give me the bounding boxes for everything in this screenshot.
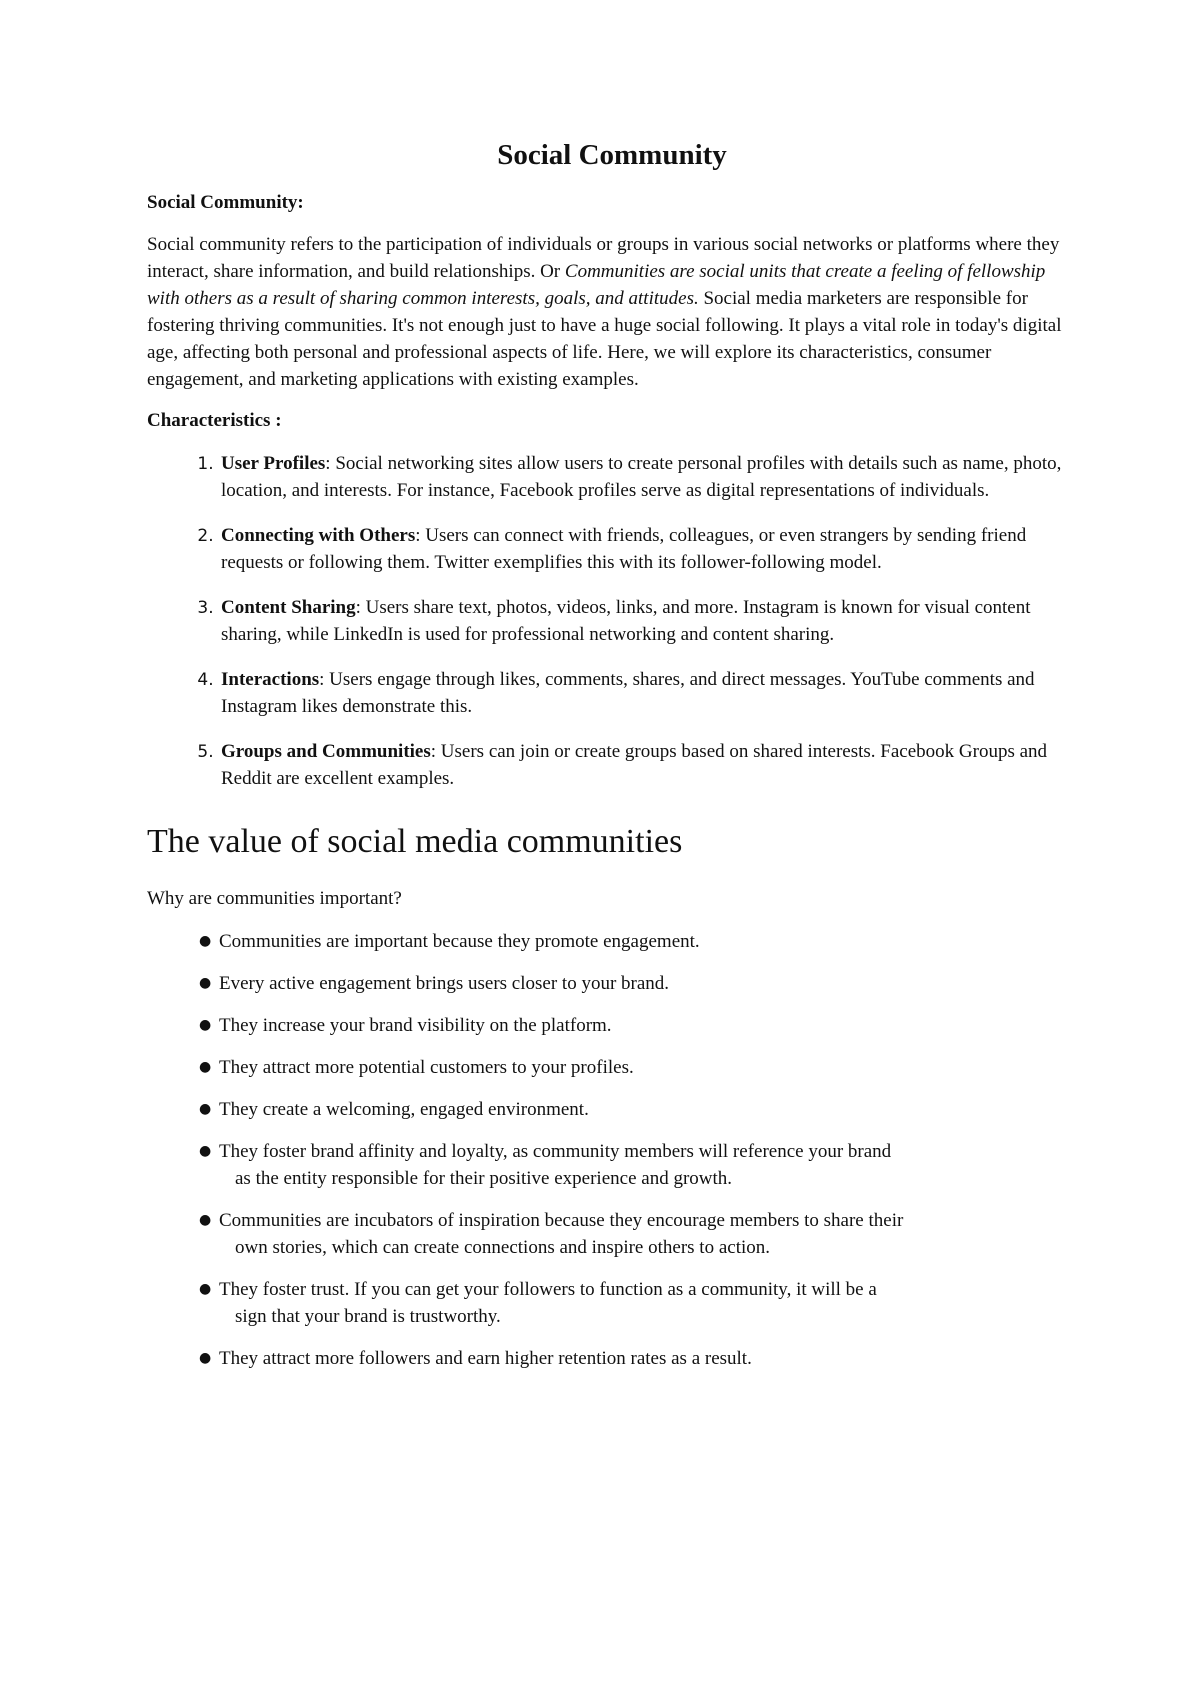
list-item-text: : Social networking sites allow users to create personal profiles with details such as name, photo, location, and interests. For instance, Facebook profiles serve as digital representations of individuals.: [221, 453, 1062, 502]
intro-heading: Social Community:: [147, 191, 304, 213]
intro-paragraph: [147, 231, 1077, 393]
list-item-text: : Users share text, photos, videos, links, and more. Instagram is known for visual content sharing, while LinkedIn is used for professional networking and content sharing.: [221, 597, 1031, 646]
list-item: [199, 1207, 1077, 1261]
list-item: [199, 1276, 1077, 1330]
list-item-text: They create a welcoming, engaged environment.: [219, 1098, 589, 1120]
list-item: [199, 1096, 1077, 1123]
intro-text-before: Social community refers to the participation of individuals or groups in various social networks or platforms where they interact, share information, and build relationships. Or: [147, 234, 1060, 283]
intro-text-after: Social media marketers are responsible for fostering thriving communities. It's not enough just to have a huge social following. It plays a vital role in today's digital age, affecting both personal and professional aspects of life. Here, we will explore its characteristics, consumer engagement, and marketing applications with existing examples.: [147, 288, 1062, 391]
list-item-text: They foster trust. If you can get your followers to function as a community, it will be a: [219, 1278, 877, 1300]
list-item-term: User Profiles: [221, 453, 326, 475]
list-item-continuation: sign that your brand is trustworthy.: [235, 1305, 501, 1327]
bullet-dot-icon: ●: [199, 1280, 212, 1297]
list-item-text: They foster brand affinity and loyalty, as community members will reference your brand: [219, 1140, 892, 1162]
list-item: [219, 738, 1077, 792]
list-item-text: : Users can connect with friends, colleagues, or even strangers by sending friend requests or following them. Twitter exemplifies this with its follower-following model.: [221, 525, 1027, 574]
bullet-dot-icon: ●: [199, 1142, 212, 1159]
bullet-dot-icon: ●: [199, 974, 212, 991]
bullet-dot-icon: ●: [199, 1349, 212, 1366]
document-page: [147, 138, 1077, 1387]
value-bullet-list: [147, 928, 1077, 1372]
intro-text-italic: Communities are social units that create a feeling of fellowship with others as a result of sharing common interests, goals, and attitudes.: [147, 261, 1046, 310]
list-item: [219, 450, 1077, 504]
bullet-dot-icon: ●: [199, 1100, 212, 1117]
list-item: [219, 594, 1077, 648]
bullet-dot-icon: ●: [199, 1211, 212, 1228]
list-item-term: Connecting with Others: [221, 525, 416, 547]
list-item: [219, 522, 1077, 576]
list-item-text: They increase your brand visibility on the platform.: [219, 1014, 612, 1036]
list-item-text: Communities are important because they promote engagement.: [219, 930, 700, 952]
value-section-heading: The value of social media communities: [147, 823, 683, 861]
list-item: [199, 928, 1077, 955]
list-item-term: Interactions: [221, 669, 320, 691]
list-item-text: They attract more potential customers to your profiles.: [219, 1056, 634, 1078]
list-item: [199, 970, 1077, 997]
list-item-text: : Users engage through likes, comments, shares, and direct messages. YouTube comments and Instagram likes demonstrate this.: [221, 669, 1035, 718]
list-item-term: Content Sharing: [221, 597, 356, 619]
value-question: Why are communities important?: [147, 887, 402, 909]
bullet-dot-icon: ●: [199, 932, 212, 949]
bullet-dot-icon: ●: [199, 1058, 212, 1075]
list-item-continuation: own stories, which can create connections and inspire others to action.: [235, 1236, 770, 1258]
list-item-text: Every active engagement brings users closer to your brand.: [219, 972, 670, 994]
document-title: Social Community: [497, 139, 727, 171]
list-item-continuation: as the entity responsible for their positive experience and growth.: [235, 1167, 733, 1189]
characteristics-list: [147, 450, 1077, 792]
list-item: [199, 1138, 1077, 1192]
list-item: [199, 1012, 1077, 1039]
list-item-text: They attract more followers and earn higher retention rates as a result.: [219, 1347, 752, 1369]
list-item: [199, 1054, 1077, 1081]
list-item-text: : Users can join or create groups based on shared interests. Facebook Groups and Reddit are excellent examples.: [221, 741, 1048, 790]
list-item-text: Communities are incubators of inspiration because they encourage members to share their: [219, 1209, 904, 1231]
list-item: [219, 666, 1077, 720]
bullet-dot-icon: ●: [199, 1016, 212, 1033]
list-item-term: Groups and Communities: [221, 741, 431, 763]
characteristics-heading: Characteristics :: [147, 410, 282, 432]
list-item: [199, 1345, 1077, 1372]
